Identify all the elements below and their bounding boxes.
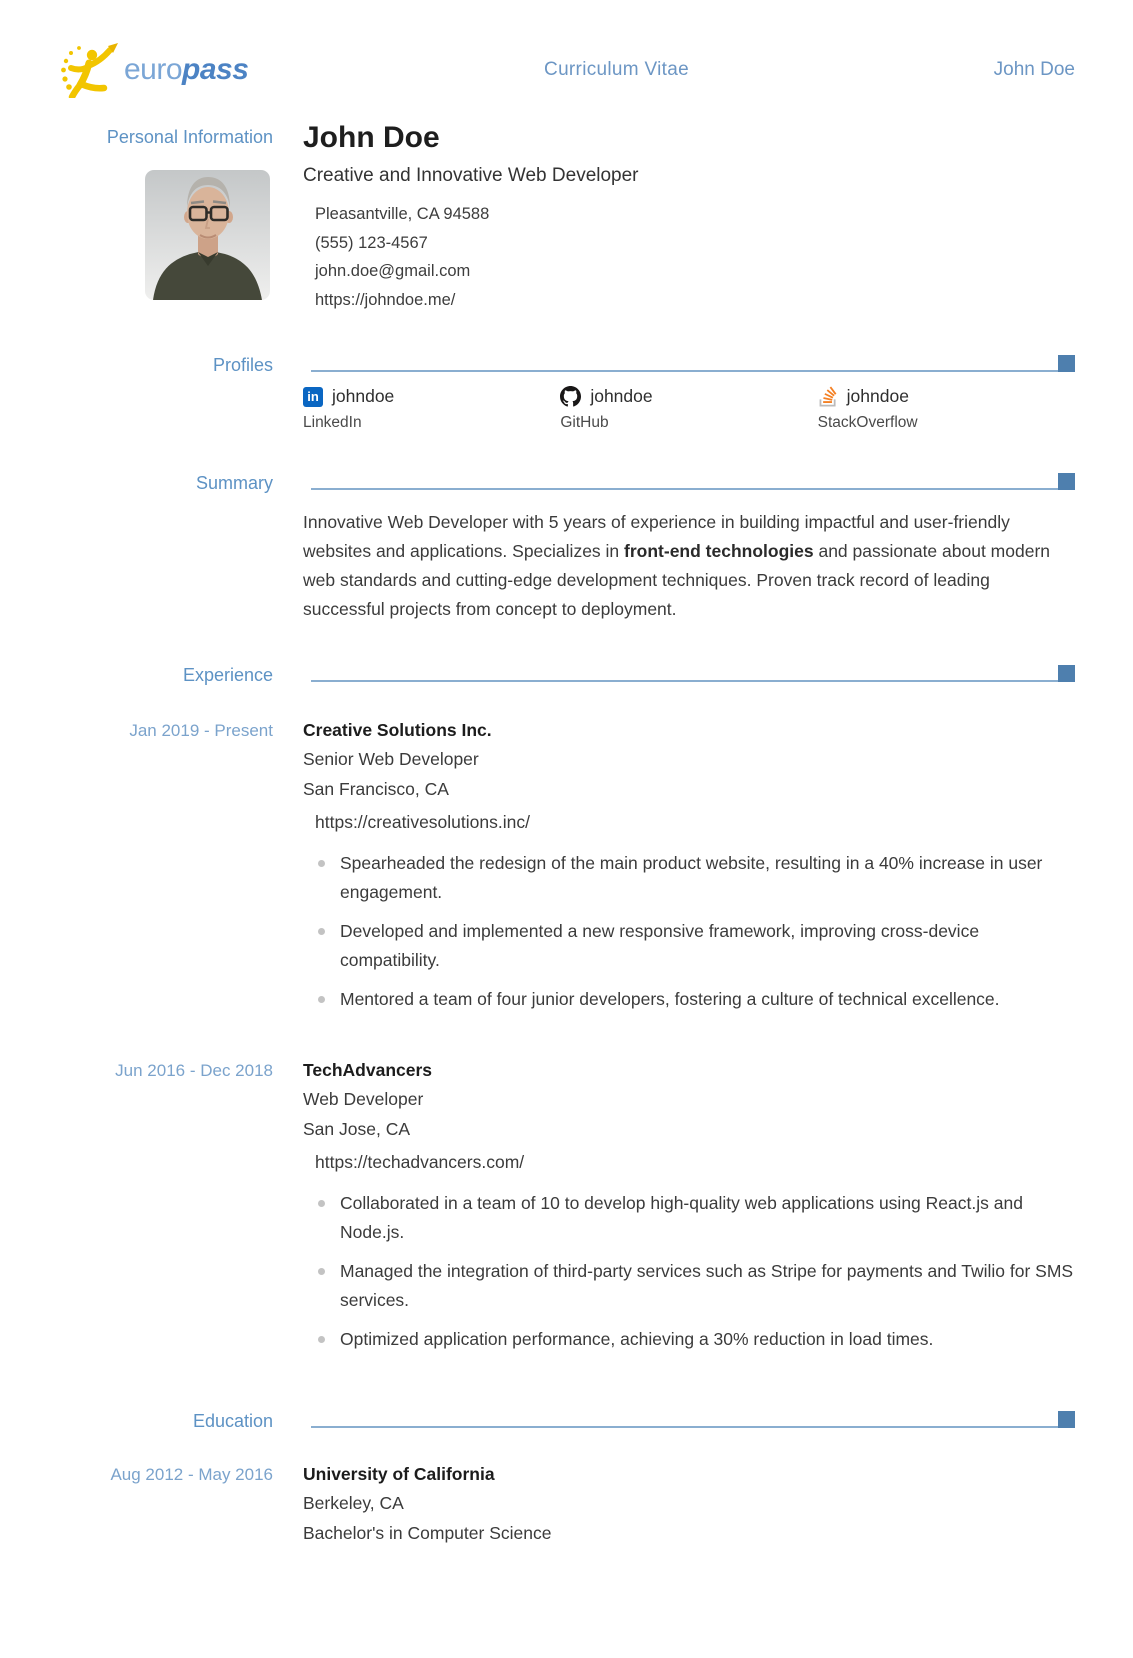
contact-details — [315, 200, 1075, 314]
profile-linkedin — [303, 386, 560, 432]
summary-bold-phrase: front-end technologies — [624, 541, 814, 561]
rule-square — [1058, 1411, 1075, 1428]
education-degree: Bachelor's in Computer Science — [303, 1522, 552, 1543]
experience-dates: Jun 2016 - Dec 2018 — [115, 1061, 273, 1080]
document-title: Curriculum Vitae — [544, 59, 689, 80]
experience-bullet: Optimized application performance, achieving a 30% reduction in load times. — [303, 1325, 1075, 1354]
stackoverflow-icon — [818, 386, 838, 407]
person-name: John Doe — [303, 121, 440, 154]
education-dates: Aug 2012 - May 2016 — [110, 1465, 273, 1484]
section-label-profiles: Profiles — [212, 355, 273, 375]
experience-location: San Jose, CA — [303, 1118, 410, 1139]
summary-text: Innovative Web Developer with 5 years of experience in building impactful and user-friendly websites and applications. Specializes in front-end technologies and passionate about modern web standards and cutting-edge development techniques. Proven track record of leading successful projects from concept to deployment. — [303, 512, 1051, 619]
experience-entry — [58, 716, 1075, 1024]
experience-bullet: Developed and implemented a new responsive framework, improving cross-device compatibility. — [303, 917, 1075, 975]
europass-logo — [58, 42, 318, 98]
experience-company: Creative Solutions Inc. — [303, 720, 492, 740]
experience-bullet: Collaborated in a team of 10 to develop high-quality web applications using React.js and Node.js. — [303, 1189, 1075, 1247]
section-profiles-body — [58, 386, 1075, 432]
experience-dates: Jan 2019 - Present — [129, 721, 273, 740]
experience-bullet: Mentored a team of four junior developers, fostering a culture of technical excellence. — [303, 985, 1075, 1014]
section-label-education: Education — [192, 1411, 273, 1431]
europass-logo-icon — [58, 42, 120, 98]
section-rule — [303, 354, 1075, 374]
email: john.doe@gmail.com — [315, 262, 471, 280]
section-rule — [303, 472, 1075, 492]
profile-github — [560, 386, 817, 432]
section-rule — [303, 664, 1075, 684]
address: Pleasantville, CA 94588 — [315, 205, 490, 223]
section-label-summary: Summary — [195, 473, 273, 493]
section-summary-body — [58, 494, 1075, 624]
profile-stackoverflow — [818, 386, 1075, 432]
education-school: University of California — [303, 1464, 495, 1484]
header-person-name: John Doe — [993, 59, 1075, 80]
experience-bullets — [303, 849, 1075, 1014]
education-entry — [58, 1460, 1075, 1548]
profile-network-label: GitHub — [560, 414, 609, 431]
phone: (555) 123-4567 — [315, 233, 428, 252]
experience-company: TechAdvancers — [303, 1060, 433, 1080]
github-icon — [560, 386, 581, 407]
profile-photo — [145, 170, 270, 300]
header — [0, 0, 1133, 98]
profile-username: johndoe — [590, 386, 653, 406]
experience-role: Web Developer — [303, 1089, 424, 1109]
profile-username: johndoe — [846, 386, 909, 406]
rule-square — [1058, 355, 1075, 372]
education-location: Berkeley, CA — [303, 1493, 404, 1513]
section-profiles-header — [58, 354, 1075, 376]
section-rule — [303, 1410, 1075, 1430]
experience-url: https://creativesolutions.inc/ — [315, 812, 530, 832]
profile-network-label: StackOverflow — [817, 414, 918, 431]
section-education-header — [58, 1410, 1075, 1432]
website: https://johndoe.me/ — [315, 290, 456, 309]
europass-logo-text: europass — [124, 53, 249, 86]
cv-body — [0, 121, 1133, 1548]
experience-entry — [58, 1056, 1075, 1364]
experience-bullet: Spearheaded the redesign of the main product website, resulting in a 40% increase in user engagement. — [303, 849, 1075, 907]
person-job-title: Creative and Innovative Web Developer — [303, 165, 639, 186]
section-personal-information — [58, 121, 1075, 314]
section-label-personal: Personal Information — [106, 127, 273, 147]
experience-url: https://techadvancers.com/ — [315, 1152, 525, 1172]
section-label-experience: Experience — [182, 665, 273, 685]
experience-role: Senior Web Developer — [303, 749, 479, 769]
experience-bullets — [303, 1189, 1075, 1354]
rule-square — [1058, 665, 1075, 682]
linkedin-icon: in — [303, 387, 323, 407]
experience-location: San Francisco, CA — [303, 778, 449, 799]
section-experience-header — [58, 664, 1075, 686]
profile-network-label: LinkedIn — [303, 414, 362, 431]
section-summary-header — [58, 472, 1075, 494]
experience-bullet: Managed the integration of third-party services such as Stripe for payments and Twilio for SMS services. — [303, 1257, 1075, 1315]
profile-username: johndoe — [332, 386, 395, 406]
rule-square — [1058, 473, 1075, 490]
